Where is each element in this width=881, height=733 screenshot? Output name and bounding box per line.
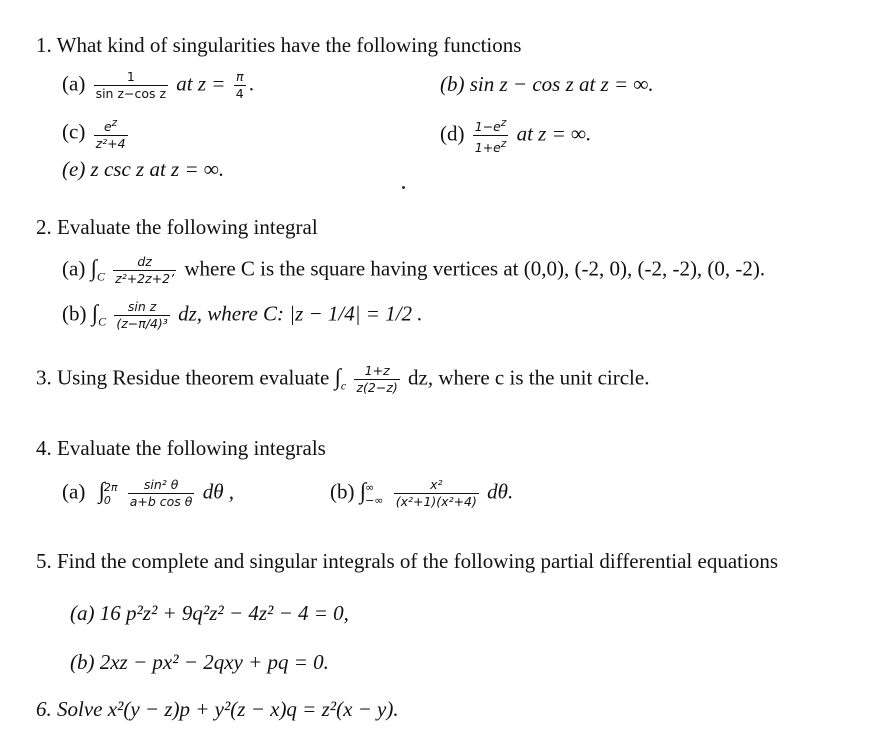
q1-part-e: (e) z csc z at z = ∞.	[62, 157, 225, 181]
q1-part-b: (b) sin z − cos z at z = ∞.	[440, 72, 654, 96]
q4-title: 4. Evaluate the following integrals	[36, 436, 326, 460]
q2b-contour: |z − 1/4| = 1/2 .	[289, 301, 423, 326]
q1c-fraction: $\frac{e^z}{\text{z²+4}}$	[95, 117, 126, 152]
q1a-label: (a)	[62, 71, 86, 96]
q1-part-a: (a) $\frac{1}{\text{sin z−cos z}}$ at z = $\frac{\pi}{4}$ .	[62, 69, 254, 101]
q5-title: 5. Find the complete and singular integrals of the following partial differential equations	[36, 549, 779, 573]
q2-title: 2. Evaluate the following integral	[36, 215, 318, 239]
q2-part-b: (b) $\int_C$ $\frac{\text{sin z}}{\text{(z−π/4)³}}$ dz, where C: |z − 1/4| = 1/2 .	[62, 299, 423, 331]
q1a-point: $\frac{\pi}{4}$	[235, 69, 244, 101]
q2a-fraction: $\frac{dz}{\text{z²+2z+2’}}$	[115, 254, 175, 286]
stray-dot	[402, 186, 405, 189]
q4-part-a: (a) ∫ 2π 0 $\frac{\text{sin² θ}}{\text{a+b cos θ}}$ dθ ,	[62, 477, 235, 509]
q1c-label: (c)	[62, 119, 86, 144]
q2a-tail: where C is the square having vertices at (0,0), (-2, 0), (-2, -2), (0, -2).	[184, 256, 766, 281]
q4-part-b: (b) ∫ ∞ −∞ $\frac{\text{x²}}{\text{(x²+1)(x²+4)}}$ dθ.	[330, 477, 514, 509]
q4b-fraction: $\frac{\text{x²}}{\text{(x²+1)(x²+4)}}$	[395, 477, 477, 509]
q6: 6. Solve x²(y − z)p + y²(z − x)q = z²(x − y).	[36, 697, 399, 721]
q1-title: 1. What kind of singularities have the following functions	[36, 33, 522, 57]
q1d-tail: at z = ∞.	[516, 121, 592, 146]
q3: 3. Using Residue theorem evaluate $\int_c$ $\frac{1+z}{z(2-z)}$ dz, where c is the unit circle.	[36, 363, 650, 395]
q4a-fraction: $\frac{\text{sin² θ}}{\text{a+b cos θ}}$	[129, 477, 193, 509]
q5-part-b: (b) 2xz − px² − 2qxy + pq = 0.	[70, 650, 329, 674]
q2b-fraction: $\frac{\text{sin z}}{\text{(z−π/4)³}}$	[116, 299, 168, 331]
q1d-fraction: $\frac{1-e^z}{1+e^z}$	[474, 117, 507, 156]
q1a-fraction: $\frac{1}{\text{sin z−cos z}}$	[95, 69, 167, 101]
q1-part-c	[62, 116, 131, 151]
q3-fraction: $\frac{1+z}{z(2-z)}$	[356, 363, 398, 395]
q2-part-a: (a) $\int_C$ $\frac{dz}{\text{z²+2z+2’}}$ where C is the square having vertices at (0,0), (-2, 0), (-2, -2), (0, -2).	[62, 254, 766, 286]
q1d-label: (d)	[440, 121, 465, 146]
q1-part-d	[440, 116, 591, 155]
q5-part-a: (a) 16 p²z² + 9q²z² − 4z² − 4 = 0,	[70, 601, 349, 625]
q1a-at: at z =	[176, 71, 226, 96]
